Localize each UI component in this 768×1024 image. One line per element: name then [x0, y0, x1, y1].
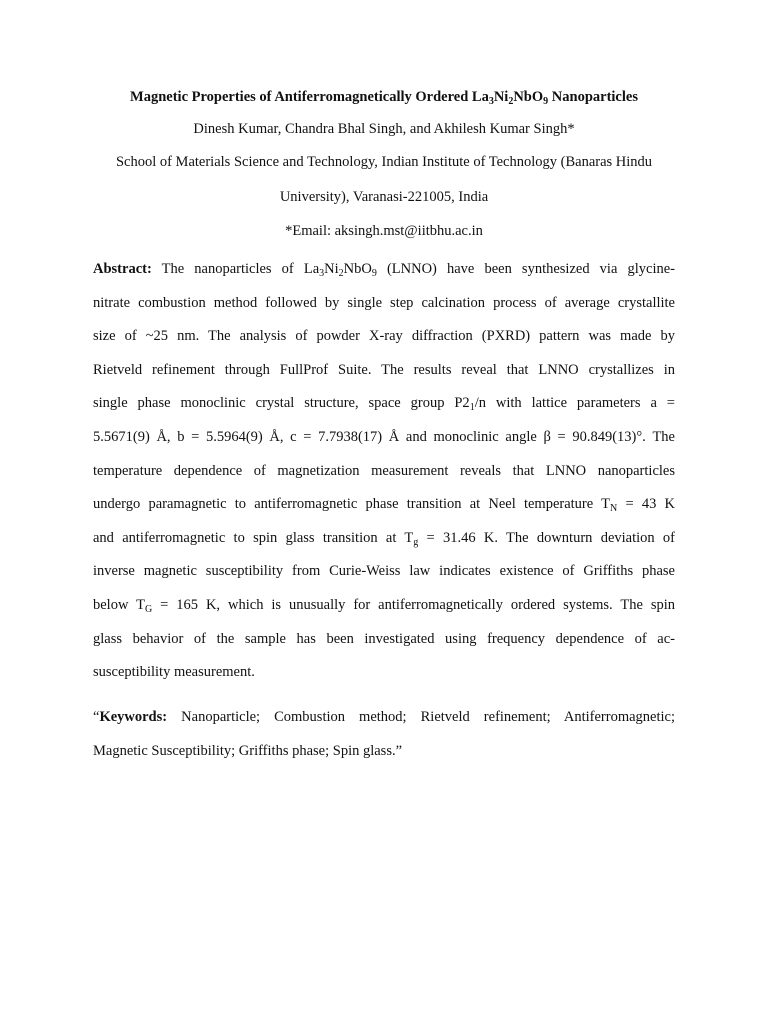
title-text: Magnetic Properties of Antiferromagnetically Ordered La	[130, 89, 489, 105]
abstract-line: Rietveld refinement through FullProf Suite. The results reveal that LNNO crystallizes in	[93, 361, 675, 378]
abstract-text: single phase monoclinic crystal structure, space group P2	[93, 395, 470, 412]
subscript: 9	[371, 268, 377, 279]
abstract-line: inverse magnetic susceptibility from Curie-Weiss law indicates existence of Griffiths phase	[93, 563, 675, 580]
abstract-text: /n with lattice parameters a =	[474, 395, 675, 412]
keywords-line: Magnetic Susceptibility; Griffiths phase; Spin glass.”	[93, 743, 403, 759]
open-quote: “	[93, 709, 100, 725]
abstract-text: NbO	[343, 261, 372, 277]
title-text: Ni	[493, 89, 509, 105]
keywords-section	[93, 700, 675, 768]
keywords-label: Keywords:	[99, 709, 168, 725]
abstract-text: The nanoparticles of La	[151, 261, 320, 277]
subscript: 1	[469, 402, 475, 414]
title-subscript: 2	[508, 96, 514, 107]
abstract-line: temperature dependence of magnetization measurement reveals that LNNO nanoparticles	[93, 462, 675, 479]
abstract-line: glass behavior of the sample has been investigated using frequency dependence of ac-	[93, 630, 675, 647]
abstract-line	[93, 488, 675, 522]
subscript: N	[610, 503, 618, 515]
abstract-line	[93, 522, 675, 556]
abstract-line	[93, 387, 675, 421]
abstract-text: and antiferromagnetic to spin glass transition at T	[93, 529, 414, 546]
abstract-text: = 43 K	[617, 496, 676, 513]
abstract-line: nitrate combustion method followed by single step calcination process of average crystallite	[93, 294, 675, 311]
paper-title	[0, 86, 768, 108]
abstract-text: Ni	[324, 261, 339, 277]
abstract-line	[93, 253, 675, 287]
title-subscript: 3	[488, 96, 494, 107]
keywords-text: Nanoparticle; Combustion method; Rietveld refinement; Antiferromagnetic;	[167, 709, 675, 725]
abstract-text: undergo paramagnetic to antiferromagnetic phase transition at Neel temperature T	[93, 496, 610, 513]
abstract-line: 5.5671(9) Å, b = 5.5964(9) Å, c = 7.7938(17) Å and monoclinic angle β = 90.849(13)°. The	[93, 428, 675, 445]
abstract-line: size of ~25 nm. The analysis of powder X-ray diffraction (PXRD) pattern was made by	[93, 328, 675, 345]
corresponding-email: *Email: aksingh.mst@iitbhu.ac.in	[285, 223, 483, 239]
title-text: NbO	[513, 89, 544, 105]
abstract-line: susceptibility measurement.	[93, 664, 255, 681]
title-text: Nanoparticles	[548, 89, 638, 105]
abstract-text: below T	[93, 596, 145, 613]
affiliation-line-1: School of Materials Science and Technology, Indian Institute of Technology (Banaras Hindu	[115, 154, 653, 170]
title-subscript: 9	[543, 96, 549, 107]
subscript: g	[413, 536, 419, 548]
abstract-label: Abstract:	[93, 261, 152, 277]
affiliation-line-2: University), Varanasi-221005, India	[279, 189, 489, 205]
author-list: Dinesh Kumar, Chandra Bhal Singh, and Akhilesh Kumar Singh*	[193, 121, 575, 137]
abstract-text: (LNNO) have been synthesized via glycine-	[376, 261, 676, 277]
abstract-section	[93, 253, 675, 690]
abstract-text: = 165 K, which is unusually for antiferromagnetically ordered systems. The spin	[152, 596, 675, 613]
abstract-line	[93, 589, 675, 623]
subscript: G	[144, 603, 153, 615]
subscript: 2	[338, 268, 344, 279]
keywords-line	[93, 700, 675, 734]
abstract-text: = 31.46 K. The downturn deviation of	[418, 529, 676, 546]
subscript: 3	[319, 268, 325, 279]
